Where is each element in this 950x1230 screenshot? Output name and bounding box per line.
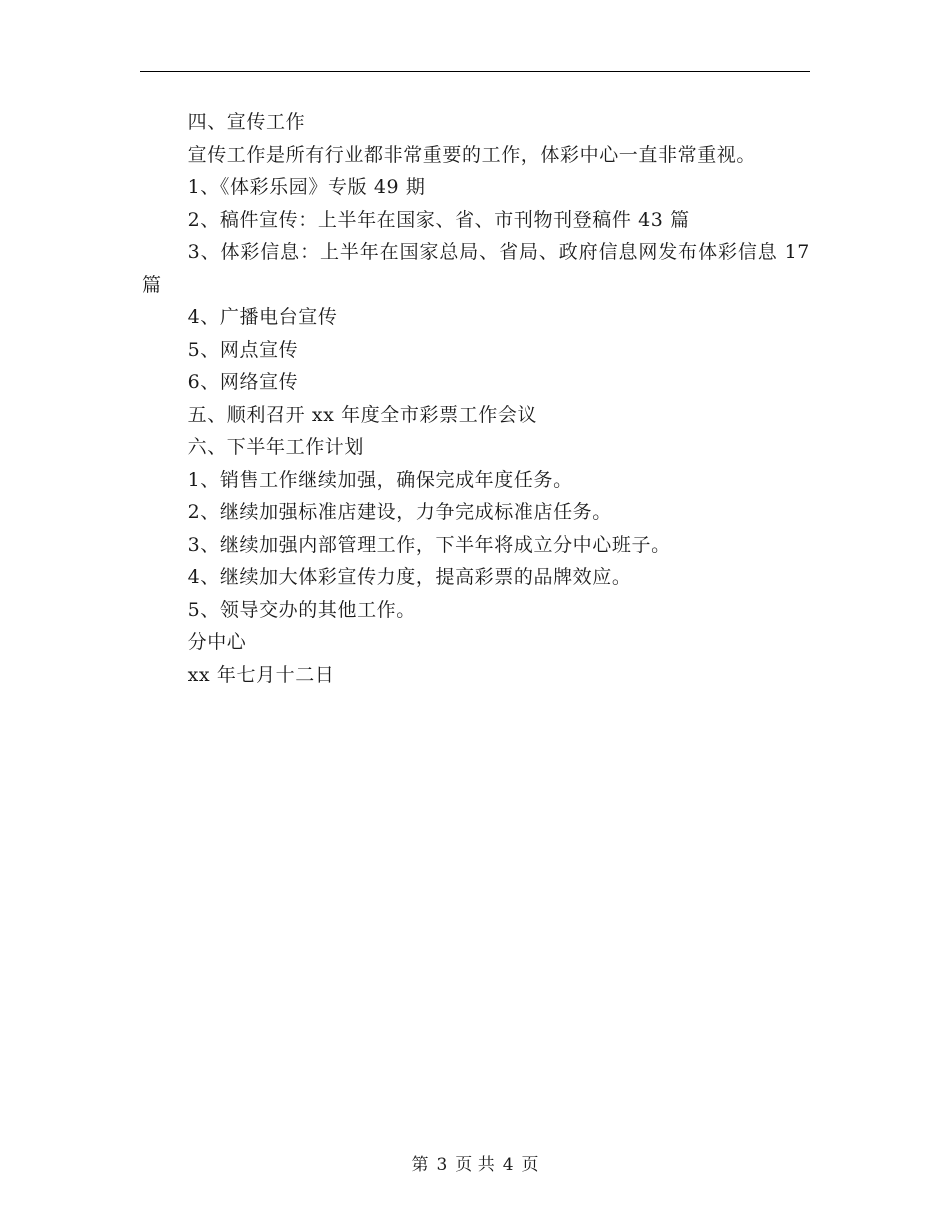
signature-date: xx 年七月十二日 <box>187 663 335 686</box>
document-body <box>142 106 817 691</box>
page-number: 3 <box>436 1155 448 1175</box>
plan-item-standard-stores: 2、继续加强标准店建设，力争完成标准店任务。 <box>187 501 612 523</box>
page-total: 4 <box>502 1155 514 1175</box>
plan-item-management: 3、继续加强内部管理工作，下半年将成立分中心班子。 <box>187 533 671 556</box>
list-item-special-edition: 1、《体彩乐园》专版 49 期 <box>187 176 426 198</box>
header-rule <box>140 71 810 72</box>
plan-item-sales: 1、销售工作继续加强，确保完成年度任务。 <box>187 468 573 491</box>
section-heading-plan: 六、下半年工作计划 <box>187 436 364 458</box>
signature-org: 分中心 <box>187 631 247 653</box>
plan-item-other: 5、领导交办的其他工作。 <box>187 598 416 621</box>
plan-item-branding: 4、继续加大体彩宣传力度，提高彩票的品牌效应。 <box>187 566 632 588</box>
list-item-manuscripts: 2、稿件宣传：上半年在国家、省、市刊物刊登稿件 43 篇 <box>187 208 690 231</box>
list-item-outlets: 5、网点宣传 <box>187 338 299 361</box>
footer-suffix: 页 <box>521 1155 539 1175</box>
page-footer <box>0 1153 950 1177</box>
list-item-lottery-info: 3、体彩信息：上半年在国家总局、省局、政府信息网发布体彩信息 17 篇 <box>142 241 817 296</box>
section-heading-publicity: 四、宣传工作 <box>187 111 306 133</box>
footer-prefix: 第 <box>411 1155 429 1175</box>
footer-middle: 页 共 <box>455 1155 495 1175</box>
list-item-radio: 4、广播电台宣传 <box>187 306 338 328</box>
list-item-online: 6、网络宣传 <box>187 371 299 393</box>
paragraph-publicity-intro: 宣传工作是所有行业都非常重要的工作，体彩中心一直非常重视。 <box>187 143 756 166</box>
section-heading-meeting: 五、顺利召开 xx 年度全市彩票工作会议 <box>187 403 538 426</box>
